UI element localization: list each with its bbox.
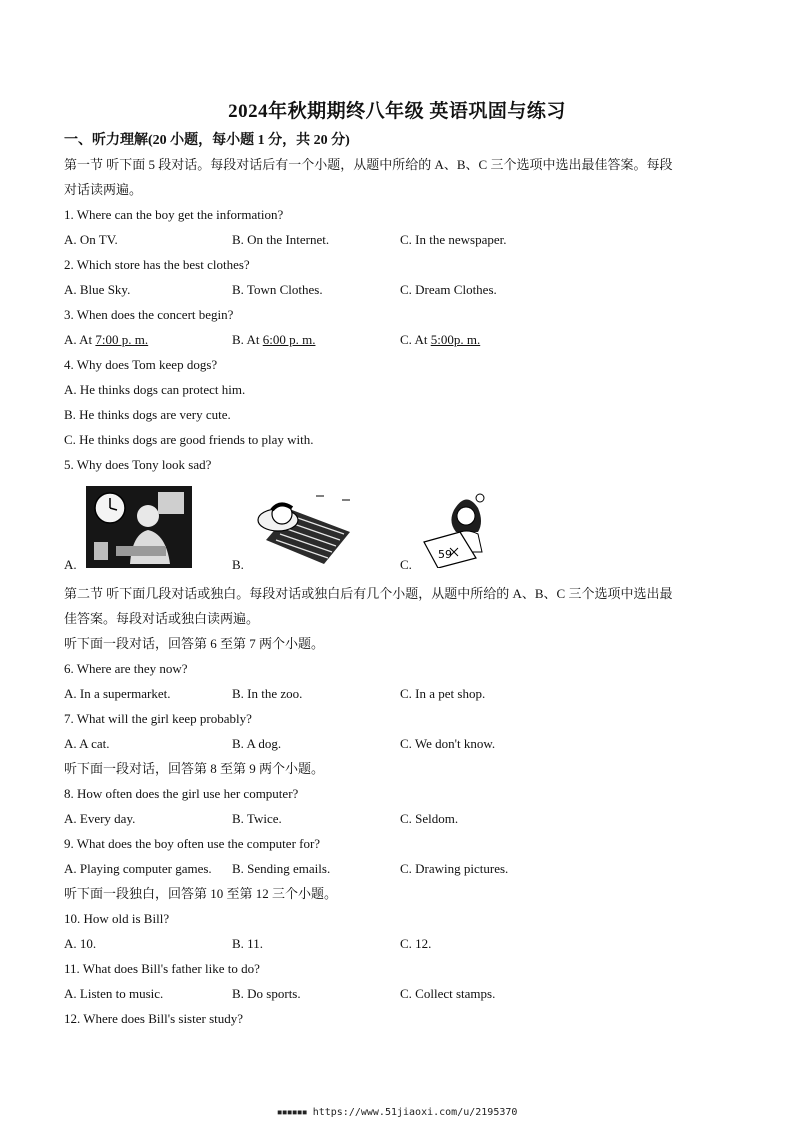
- question-4-stem: 4. Why does Tom keep dogs?: [64, 357, 218, 372]
- question-5-option-c: C.: [400, 557, 412, 572]
- question-5-stem: 5. Why does Tony look sad?: [64, 457, 212, 472]
- question-2-option-a: A. Blue Sky.: [64, 282, 131, 297]
- question-10-stem: 10. How old is Bill?: [64, 911, 170, 926]
- instruction-questions-10-12: 听下面一段独白，回答第 10 至第 12 三个小题。: [64, 886, 338, 901]
- question-11-option-b: B. Do sports.: [232, 986, 301, 1001]
- question-8-option-a: A. Every day.: [64, 811, 136, 826]
- question-7-option-a: A. A cat.: [64, 736, 110, 751]
- question-1-option-c: C. In the newspaper.: [400, 232, 507, 247]
- question-5-option-b: B.: [232, 557, 244, 572]
- page-title: 2024年秋期期终八年级 英语巩固与练习: [228, 101, 566, 122]
- question-8-option-b: B. Twice.: [232, 811, 282, 826]
- question-11-option-c: C. Collect stamps.: [400, 986, 496, 1001]
- part1-instructions: 第一节 听下面 5 段对话。每段对话后有一个小题，从题中所给的 A、B、C 三个选项中选出最佳答案。每段: [64, 157, 673, 172]
- question-7-stem: 7. What will the girl keep probably?: [64, 711, 252, 726]
- question-4-option-c: C. He thinks dogs are good friends to play with.: [64, 432, 314, 447]
- question-12-stem: 12. Where does Bill's sister study?: [64, 1011, 244, 1026]
- part2-instructions-cont: 佳答案。每段对话或独白读两遍。: [64, 611, 260, 626]
- part1-instructions-cont: 对话读两遍。: [64, 182, 143, 197]
- question-2-option-b: B. Town Clothes.: [232, 282, 323, 297]
- question-4-option-a: A. He thinks dogs can protect him.: [64, 382, 246, 397]
- section-heading-listening: 一、听力理解(20 小题，每小题 1 分，共 20 分): [64, 133, 350, 148]
- question-4-option-b: B. He thinks dogs are very cute.: [64, 407, 231, 422]
- question-1-stem: 1. Where can the boy get the information?: [64, 207, 284, 222]
- question-6-stem: 6. Where are they now?: [64, 661, 188, 676]
- question-9-option-b: B. Sending emails.: [232, 861, 331, 876]
- question-3-option-b: B. At 6:00 p. m.: [232, 332, 316, 347]
- picture-option-b-sick-in-bed: [252, 490, 356, 570]
- picture-option-a-boy-studying: [86, 486, 192, 568]
- footer-url[interactable]: https://www.51jiaoxi.com/u/2195370: [312, 1107, 518, 1118]
- question-6-option-b: B. In the zoo.: [232, 686, 303, 701]
- instruction-questions-6-7: 听下面一段对话，回答第 6 至第 7 两个小题。: [64, 636, 325, 651]
- question-8-option-c: C. Seldom.: [400, 811, 459, 826]
- question-1-option-a: A. On TV.: [64, 232, 118, 247]
- svg-text:59: 59: [438, 548, 452, 561]
- question-10-option-b: B. 11.: [232, 936, 263, 951]
- question-7-option-c: C. We don't know.: [400, 736, 496, 751]
- question-11-option-a: A. Listen to music.: [64, 986, 164, 1001]
- question-7-option-b: B. A dog.: [232, 736, 282, 751]
- question-3-option-c-time: 5:00p. m.: [430, 332, 481, 347]
- question-9-option-c: C. Drawing pictures.: [400, 861, 509, 876]
- question-3-option-c: C. At 5:00p. m.: [400, 332, 481, 347]
- question-3-option-a-time: 7:00 p. m.: [95, 332, 149, 347]
- question-2-option-c: C. Dream Clothes.: [400, 282, 497, 297]
- question-11-stem: 11. What does Bill's father like to do?: [64, 961, 260, 976]
- part2-instructions: 第二节 听下面几段对话或独白。每段对话或独白后有几个小题，从题中所给的 A、B、C 三个选项中选出最: [64, 586, 673, 601]
- footer-watermark: [0, 1107, 794, 1118]
- picture-option-c-test-paper: [420, 492, 512, 568]
- question-3-stem: 3. When does the concert begin?: [64, 307, 234, 322]
- watermark-mark-icon: ▪▪▪▪▪▪: [276, 1107, 307, 1118]
- question-10-option-a: A. 10.: [64, 936, 97, 951]
- instruction-questions-8-9: 听下面一段对话，回答第 8 至第 9 两个小题。: [64, 761, 325, 776]
- question-3-option-a: A. At 7:00 p. m.: [64, 332, 149, 347]
- question-6-option-a: A. In a supermarket.: [64, 686, 171, 701]
- question-10-option-c: C. 12.: [400, 936, 432, 951]
- question-9-stem: 9. What does the boy often use the computer for?: [64, 836, 321, 851]
- question-2-stem: 2. Which store has the best clothes?: [64, 257, 250, 272]
- question-6-option-c: C. In a pet shop.: [400, 686, 486, 701]
- question-5-option-a: A.: [64, 557, 77, 572]
- question-1-option-b: B. On the Internet.: [232, 232, 330, 247]
- question-9-option-a: A. Playing computer games.: [64, 861, 212, 876]
- question-8-stem: 8. How often does the girl use her computer?: [64, 786, 299, 801]
- question-3-option-b-time: 6:00 p. m.: [262, 332, 316, 347]
